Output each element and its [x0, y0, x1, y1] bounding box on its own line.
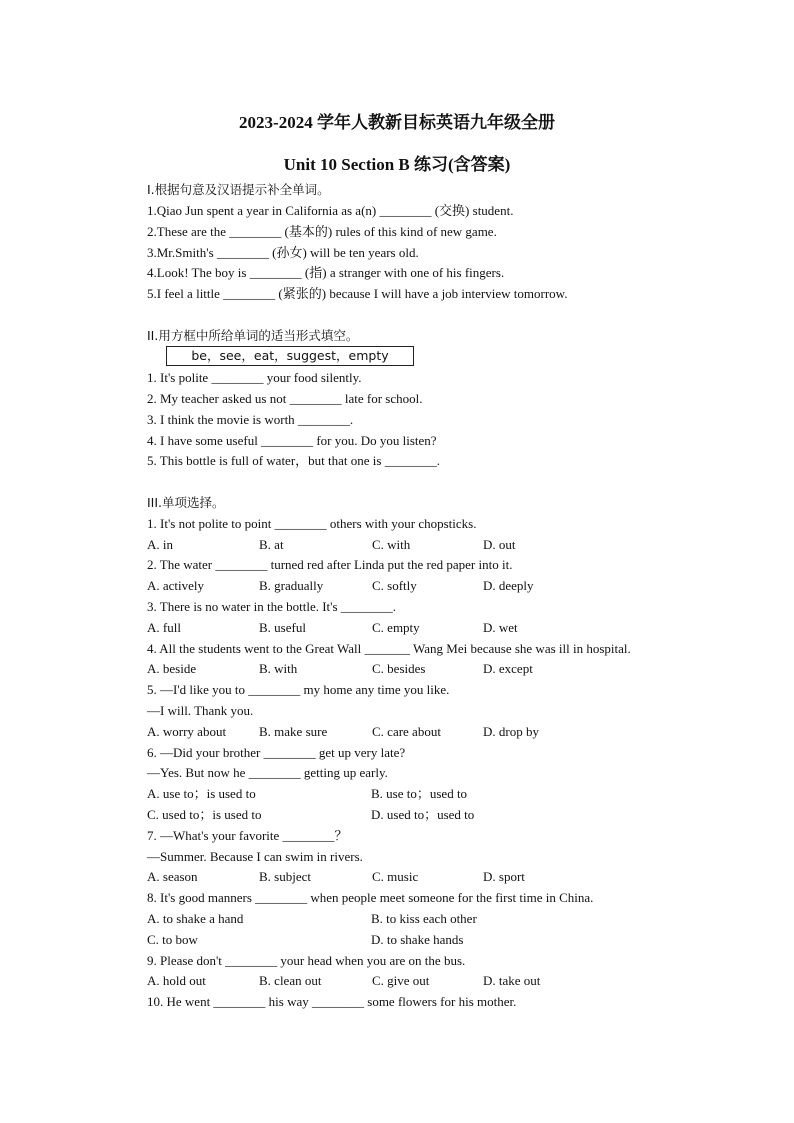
q1-stem: 1. It's not polite to point ________ others with your chopsticks. [147, 516, 477, 531]
word-box: be，see，eat，suggest，empty [166, 346, 414, 366]
q7-option-c: C. music [372, 869, 419, 884]
section2-heading: II.用方框中所给单词的适当形式填空。 [147, 328, 359, 343]
q7-option-d: D. sport [483, 869, 525, 884]
q4-option-c: C. besides [372, 661, 426, 676]
q1-option-b: B. at [259, 537, 284, 552]
q4-option-b: B. with [259, 661, 298, 676]
q6-stem-reply: —Yes. But now he ________ getting up early. [147, 765, 388, 780]
q8-option-a: A. to shake a hand [147, 911, 244, 926]
q5-option-b: B. make sure [259, 724, 328, 739]
q8-option-c: C. to bow [147, 932, 198, 947]
q3-stem: 3. There is no water in the bottle. It's ________. [147, 599, 397, 614]
q5-option-c: C. care about [372, 724, 441, 739]
s2-item-1: 1. It's polite ________ your food silently. [147, 370, 362, 385]
q1-option-a: A. in [147, 537, 173, 552]
q5-option-a: A. worry about [147, 724, 227, 739]
q3-option-d: D. wet [483, 620, 518, 635]
q6-stem: 6. —Did your brother ________ get up very late? [147, 745, 406, 760]
q6-option-b: B. use to；used to [371, 786, 468, 801]
q1-option-c: C. with [372, 537, 411, 552]
q6-option-c: C. used to；is used to [147, 807, 262, 822]
q3-option-c: C. empty [372, 620, 420, 635]
s2-item-4: 4. I have some useful ________ for you. Do you listen? [147, 433, 437, 448]
q9-option-c: C. give out [372, 973, 430, 988]
q8-option-d: D. to shake hands [371, 932, 464, 947]
q10-stem: 10. He went ________ his way ________ some flowers for his mother. [147, 994, 517, 1009]
q2-option-c: C. softly [372, 578, 417, 593]
q7-option-a: A. season [147, 869, 198, 884]
q5-stem: 5. —I'd like you to ________ my home any time you like. [147, 682, 450, 697]
section3-heading: III.单项选择。 [147, 495, 225, 510]
q5-stem-reply: —I will. Thank you. [147, 703, 254, 718]
s2-item-3: 3. I think the movie is worth ________. [147, 412, 354, 427]
s1-item-3: 3.Mr.Smith's ________ (孙女) will be ten years old. [147, 245, 419, 260]
q9-stem: 9. Please don't ________ your head when you are on the bus. [147, 953, 466, 968]
q9-option-b: B. clean out [259, 973, 322, 988]
q3-option-a: A. full [147, 620, 181, 635]
q9-option-a: A. hold out [147, 973, 206, 988]
q4-option-d: D. except [483, 661, 533, 676]
q7-stem-reply: —Summer. Because I can swim in rivers. [147, 849, 363, 864]
q9-option-d: D. take out [483, 973, 541, 988]
q4-option-a: A. beside [147, 661, 197, 676]
q2-stem: 2. The water ________ turned red after Linda put the red paper into it. [147, 557, 513, 572]
q2-option-a: A. actively [147, 578, 205, 593]
q1-option-d: D. out [483, 537, 516, 552]
s2-item-2: 2. My teacher asked us not ________ late for school. [147, 391, 423, 406]
s2-item-5: 5. This bottle is full of water，but that one is ________. [147, 453, 440, 468]
q3-option-b: B. useful [259, 620, 306, 635]
q7-option-b: B. subject [259, 869, 311, 884]
section1-heading: I.根据句意及汉语提示补全单词。 [147, 182, 330, 197]
q2-option-d: D. deeply [483, 578, 534, 593]
q7-stem: 7. —What's your favorite ________？ [147, 828, 348, 843]
q6-option-a: A. use to；is used to [147, 786, 256, 801]
q8-option-b: B. to kiss each other [371, 911, 477, 926]
s1-item-4: 4.Look! The boy is ________ (指) a stranger with one of his fingers. [147, 265, 505, 280]
q5-option-d: D. drop by [483, 724, 539, 739]
q2-option-b: B. gradually [259, 578, 324, 593]
q8-stem: 8. It's good manners ________ when people meet someone for the first time in China. [147, 890, 594, 905]
document-subtitle: Unit 10 Section B 练习(含答案) [283, 155, 511, 174]
s1-item-5: 5.I feel a little ________ (紧张的) because I will have a job interview tomorrow. [147, 286, 568, 301]
document-title: 2023-2024 学年人教新目标英语九年级全册 [239, 113, 555, 132]
q6-option-d: D. used to；used to [371, 807, 475, 822]
s1-item-2: 2.These are the ________ (基本的) rules of this kind of new game. [147, 224, 497, 239]
q4-stem: 4. All the students went to the Great Wall _______ Wang Mei because she was ill in hospital. [147, 641, 631, 656]
s1-item-1: 1.Qiao Jun spent a year in California as a(n) ________ (交换) student. [147, 203, 514, 218]
